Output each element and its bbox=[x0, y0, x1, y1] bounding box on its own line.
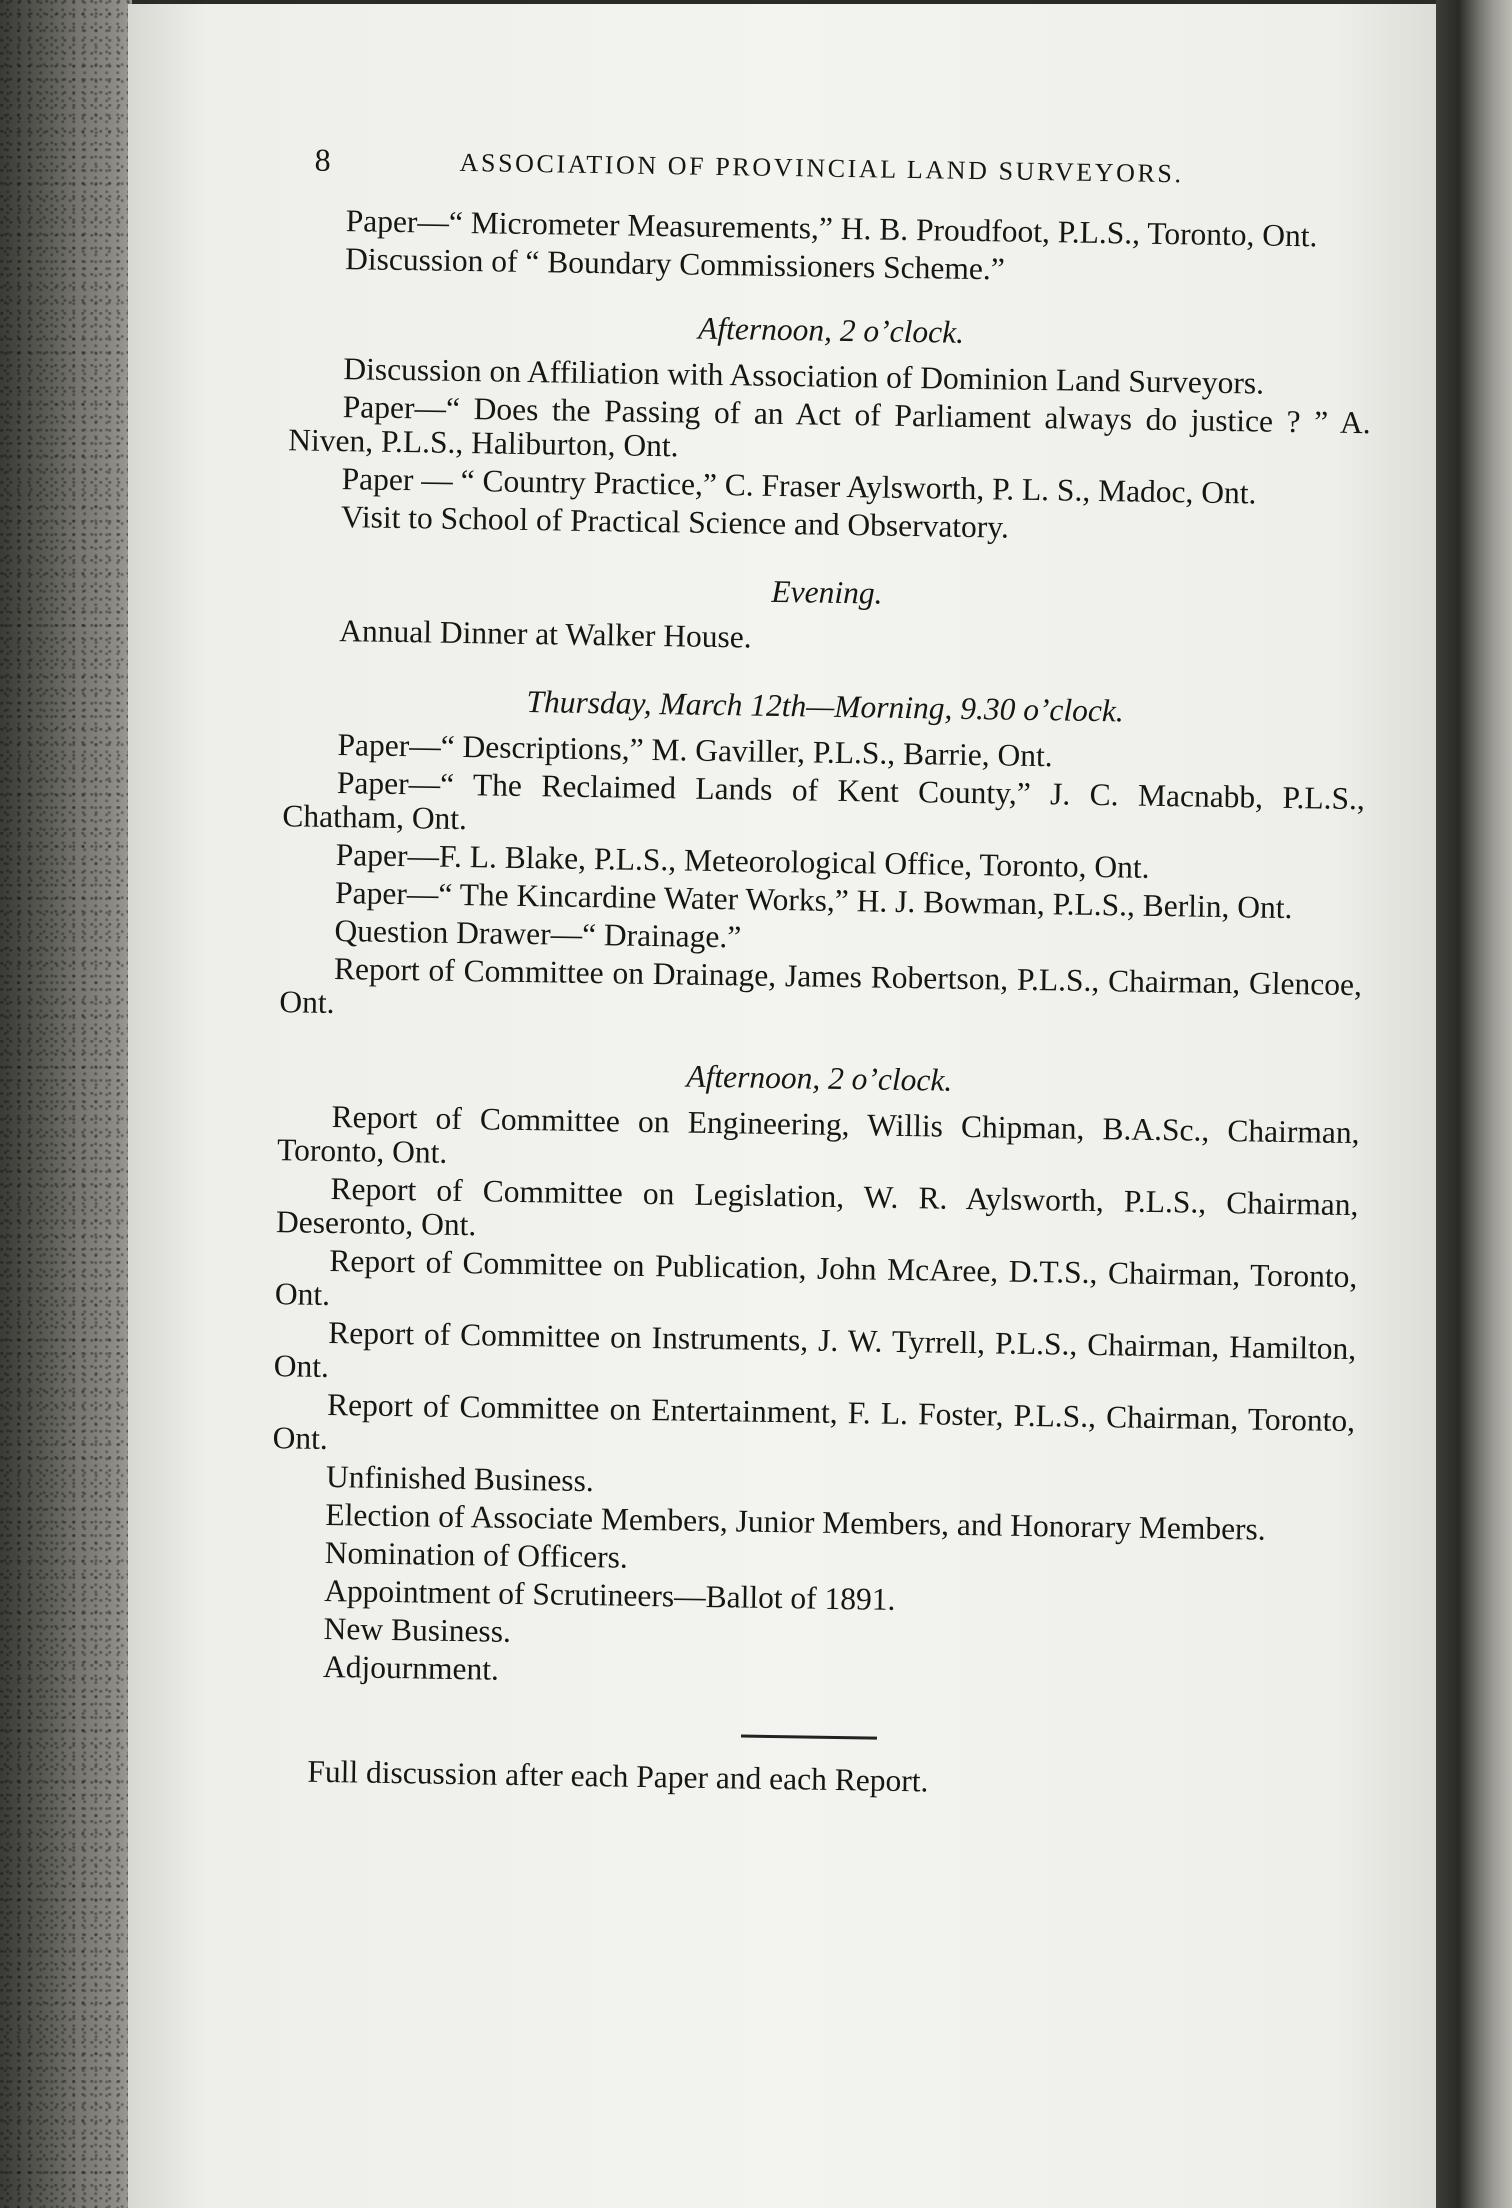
programme-item: Nomination of Officers. bbox=[324, 1534, 629, 1575]
programme-item: Paper—“ Descriptions,” M. Gaviller, P.L.S., Barrie, Ont. bbox=[337, 727, 1053, 774]
programme-item: Unfinished Business. bbox=[325, 1458, 595, 1499]
programme-item: Election of Associate Members, Junior Members, and Honorary Members. bbox=[325, 1496, 1266, 1547]
programme-item: Paper—“ Does the Passing of an Act of Parliament always do justice ? ” A. Niven, P.L.S., Haliburton, Ont. bbox=[288, 389, 1371, 464]
session-heading: Afternoon, 2 o’clock. bbox=[686, 1058, 953, 1098]
programme-item: Paper—“ The Kincardine Water Works,” H. J. Bowman, P.L.S., Berlin, Ont. bbox=[334, 875, 1293, 926]
programme-item: Annual Dinner at Walker House. bbox=[339, 613, 752, 655]
programme-item: Report of Committee on Entertainment, F. L. Foster, P.L.S., Chairman, Toronto, Ont. bbox=[272, 1386, 1356, 1456]
programme-item: Report of Committee on Drainage, James Robertson, P.L.S., Chairman, Glencoe, Ont. bbox=[279, 951, 1363, 1021]
programme-item: Discussion on Affiliation with Association of Dominion Land Surveyors. bbox=[343, 351, 1265, 401]
programme-body bbox=[267, 203, 1374, 1809]
programme-item: Paper—F. L. Blake, P.L.S., Meteorological Office, Toronto, Ont. bbox=[335, 837, 1150, 885]
programme-item: Report of Committee on Legislation, W. R. Aylsworth, P.L.S., Chairman, Deseronto, Ont. bbox=[275, 1171, 1359, 1243]
programme-item: Discussion of “ Boundary Commissioners Scheme.” bbox=[344, 241, 1006, 287]
programme-item: Visit to School of Practical Science and Observatory. bbox=[340, 499, 1010, 545]
programme-item: Appointment of Scrutineers—Ballot of 1891. bbox=[323, 1572, 896, 1617]
session-heading: Thursday, March 12th—Morning, 9.30 o’clock. bbox=[526, 684, 1125, 729]
session-heading: Afternoon, 2 o’clock. bbox=[697, 310, 965, 350]
programme-item: Adjournment. bbox=[322, 1648, 500, 1687]
programme-item: Report of Committee on Publication, John McAree, D.T.S., Chairman, Toronto, Ont. bbox=[274, 1243, 1358, 1313]
section-divider bbox=[741, 1735, 877, 1740]
programme-item: Paper — “ Country Practice,” C. Fraser Aylsworth, P. L. S., Madoc, Ont. bbox=[341, 461, 1257, 511]
running-header bbox=[314, 142, 1275, 197]
programme-item: Report of Committee on Instruments, J. W. Tyrrell, P.L.S., Chairman, Hamilton, Ont. bbox=[273, 1314, 1357, 1385]
programme-item: Report of Committee on Engineering, Willis Chipman, B.A.Sc., Chairman, Toronto, Ont. bbox=[276, 1099, 1360, 1170]
programme-item: Paper—“ The Reclaimed Lands of Kent County,” J. C. Macnabb, P.L.S., Chatham, Ont. bbox=[282, 765, 1366, 837]
programme-item: Question Drawer—“ Drainage.” bbox=[334, 913, 742, 955]
programme-item: Paper—“ Micrometer Measurements,” H. B. Proudfoot, P.L.S., Toronto, Ont. bbox=[345, 203, 1318, 254]
page-number: 8 bbox=[314, 141, 331, 178]
session-heading: Evening. bbox=[771, 573, 883, 611]
closing-note: Full discussion after each Paper and each Report. bbox=[307, 1753, 929, 1799]
programme-item: New Business. bbox=[323, 1610, 512, 1649]
running-title: ASSOCIATION OF PROVINCIAL LAND SURVEYORS. bbox=[459, 147, 1184, 189]
